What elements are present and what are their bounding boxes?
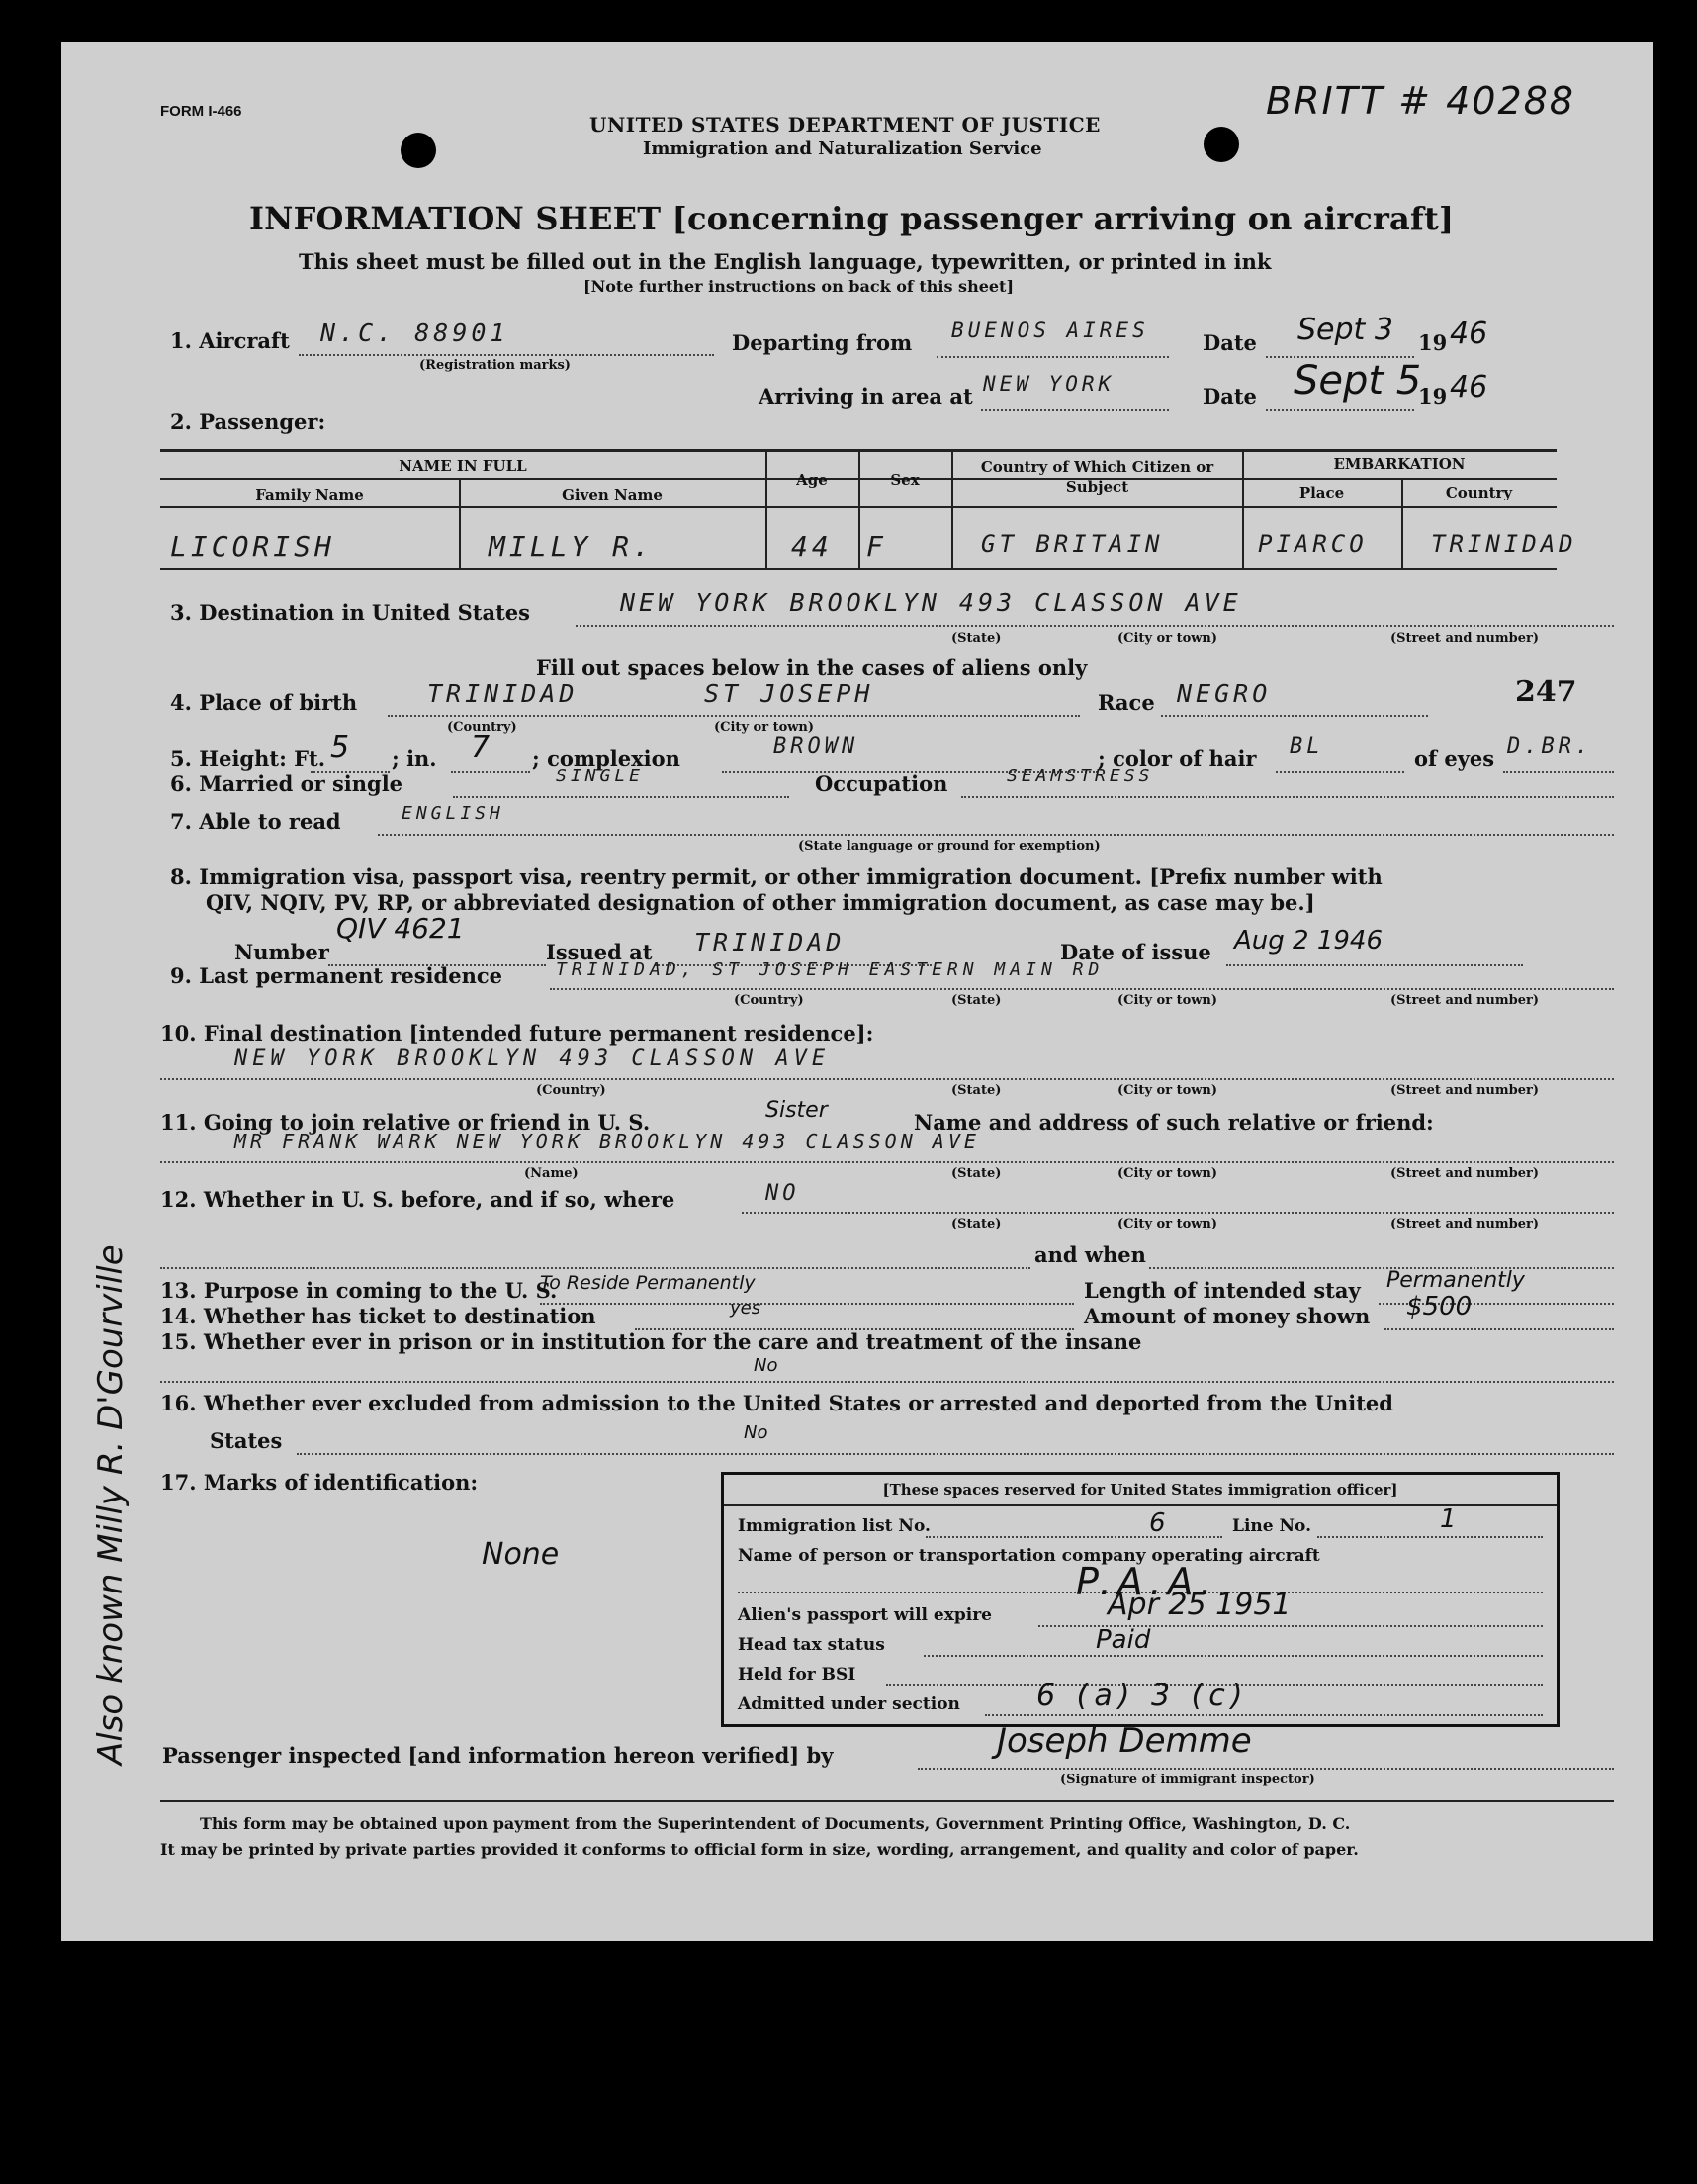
embarkation-header: EMBARKATION: [1333, 455, 1466, 473]
inches-value[interactable]: 7: [471, 730, 491, 765]
destination-line: [576, 625, 1614, 627]
caption-city: (City or town): [1117, 1166, 1218, 1181]
when-line-right: [1149, 1267, 1614, 1269]
feet-value[interactable]: 5: [330, 730, 350, 765]
caption-city: (City or town): [1117, 631, 1218, 646]
destination-value[interactable]: NEW YORK BROOKLYN 493 CLASSON AVE: [620, 589, 1242, 617]
operator-label: Name of person or transportation company operating aircraft: [738, 1546, 1320, 1566]
final-destination-label: Final destination [intended future permanent residence]:: [203, 1021, 874, 1046]
birth-country-value[interactable]: TRINIDAD: [427, 680, 579, 708]
citizen-header: Country of Which Citizen or Subject: [980, 458, 1214, 496]
field-number: 12.: [160, 1187, 197, 1212]
punch-hole-left: [401, 133, 436, 168]
sex-header: Sex: [890, 471, 920, 489]
aliens-heading: Fill out spaces below in the cases of aliens only: [536, 655, 1088, 680]
occupation-label: Occupation: [815, 772, 948, 796]
caption-city: (City or town): [1117, 993, 1218, 1008]
depart-year-value[interactable]: 46: [1450, 317, 1488, 351]
excluded-label-2: States: [210, 1428, 283, 1453]
caption-city: (City or town): [1117, 1217, 1218, 1231]
when-label: and when: [1034, 1242, 1146, 1267]
officer-box: [721, 1472, 1560, 1727]
cell-sex[interactable]: F: [866, 530, 887, 563]
inches-line: [451, 771, 530, 773]
caption-state: (State): [951, 993, 1002, 1008]
line-no-value[interactable]: 1: [1440, 1504, 1457, 1534]
head-tax-line: [924, 1655, 1543, 1657]
complexion-value[interactable]: BROWN: [773, 734, 859, 759]
side-note: Also known Milly R. D'Gourville: [91, 1244, 131, 1765]
field-number: 9.: [170, 963, 192, 988]
signature-caption: (Signature of immigrant inspector): [1060, 1773, 1315, 1787]
caption-country: (Country): [447, 720, 517, 735]
document-text-1: Immigration visa, passport visa, reentry permit, or other immigration document. [Prefix number with: [199, 864, 1383, 889]
arriving-value[interactable]: NEW YORK: [983, 372, 1116, 396]
agency-heading: Immigration and Naturalization Service: [643, 138, 1042, 159]
caption-street: (Street and number): [1390, 993, 1539, 1008]
form-sheet: [61, 42, 1653, 1941]
marital-line: [453, 796, 789, 798]
field-number: 5.: [170, 746, 192, 771]
marks-value[interactable]: None: [482, 1537, 560, 1572]
residence-value[interactable]: TRINIDAD, ST JOSEPH EASTERN MAIN RD: [556, 959, 1105, 980]
passport-expire-value[interactable]: Apr 25 1951: [1108, 1588, 1292, 1622]
form-instruction: This sheet must be filled out in the English language, typewritten, or printed in ink: [299, 249, 1272, 274]
list-no-value[interactable]: 6: [1149, 1508, 1166, 1538]
line-no-line: [1317, 1536, 1543, 1538]
inspected-label: Passenger inspected [and information hereon verified] by: [162, 1743, 834, 1768]
residence-label: Last permanent residence: [199, 963, 502, 988]
col-divider: [858, 449, 860, 568]
before-line: [742, 1212, 1614, 1214]
field-number: 10.: [160, 1021, 197, 1046]
issued-at-label: Issued at: [546, 940, 653, 964]
table-bottom: [160, 568, 1557, 570]
caption-street: (Street and number): [1390, 1166, 1539, 1181]
file-annotation: BRITT # 40288: [1266, 79, 1575, 123]
ticket-value[interactable]: yes: [730, 1298, 761, 1319]
footer-line-1: This form may be obtained upon payment from the Superintendent of Documents, Government Printing Office, Washington, D. C.: [200, 1814, 1351, 1833]
field-number: 11.: [160, 1110, 197, 1135]
eyes-value[interactable]: D.BR.: [1507, 734, 1593, 759]
before-label: Whether in U. S. before, and if so, where: [203, 1187, 675, 1212]
inspector-line: [918, 1768, 1614, 1770]
cell-embark-country[interactable]: TRINIDAD: [1431, 530, 1577, 558]
eyes-line: [1503, 771, 1614, 773]
relative-line: [160, 1161, 1614, 1163]
col-divider: [951, 449, 953, 568]
date-label-2: Date: [1203, 384, 1257, 409]
head-tax-label: Head tax status: [738, 1635, 885, 1655]
money-value[interactable]: $500: [1406, 1292, 1473, 1321]
purpose-value[interactable]: To Reside Permanently: [540, 1272, 756, 1294]
field-number: 8.: [170, 864, 192, 889]
purpose-line: [540, 1303, 1074, 1305]
field-number: 7.: [170, 809, 192, 834]
birth-city-value[interactable]: ST JOSEPH: [704, 680, 874, 708]
caption-state: (State): [951, 1166, 1002, 1181]
admitted-value[interactable]: 6 (a) 3 (c): [1036, 1679, 1249, 1713]
read-caption: (State language or ground for exemption): [798, 839, 1101, 854]
money-line: [1384, 1328, 1614, 1330]
field-number: 17.: [160, 1470, 197, 1495]
passenger-label: Passenger:: [199, 410, 326, 434]
eyes-label: of eyes: [1414, 746, 1495, 771]
footer-divider: [160, 1800, 1614, 1802]
inspector-signature: Joseph Demme: [997, 1721, 1252, 1761]
field-number: 14.: [160, 1304, 197, 1328]
age-header: Age: [796, 471, 828, 489]
field-number: 4.: [170, 690, 192, 715]
form-title: INFORMATION SHEET [concerning passenger arriving on aircraft]: [249, 200, 1455, 237]
complexion-label: ; complexion: [532, 746, 680, 771]
read-value[interactable]: ENGLISH: [402, 803, 504, 824]
doc-number-label: Number: [234, 940, 329, 964]
cell-citizen[interactable]: GT BRITAIN: [981, 530, 1164, 558]
caption-state: (State): [951, 631, 1002, 646]
officer-box-heading: [These spaces reserved for United States immigration officer]: [882, 1481, 1398, 1499]
depart-date-value[interactable]: Sept 3: [1297, 313, 1393, 347]
issued-at-value[interactable]: TRINIDAD: [694, 928, 846, 956]
caption-name: (Name): [524, 1166, 579, 1181]
money-label: Amount of money shown: [1084, 1304, 1371, 1328]
departing-label: Departing from: [732, 330, 913, 355]
occupation-line: [961, 796, 1614, 798]
arrive-year-value[interactable]: 46: [1450, 370, 1488, 405]
caption-city: (City or town): [1117, 1083, 1218, 1098]
height-label: Height: Ft.: [199, 746, 326, 771]
when-line-left: [160, 1267, 1030, 1269]
aircraft-value[interactable]: N.C. 88901: [320, 318, 509, 347]
arriving-line: [981, 410, 1169, 411]
join-label: Going to join relative or friend in U. S.: [203, 1110, 651, 1135]
footer-line-2: It may be printed by private parties provided it conforms to official form in size, wording, arrangement, and quality and color of paper.: [160, 1840, 1359, 1859]
race-code: 247: [1515, 675, 1577, 709]
field-number: 16.: [160, 1391, 197, 1415]
arriving-label: Arriving in area at: [759, 384, 973, 409]
cell-family-name[interactable]: LICORISH: [170, 530, 335, 563]
field-number: 2.: [170, 410, 192, 434]
registration-caption: (Registration marks): [419, 358, 571, 373]
list-no-line: [926, 1536, 1222, 1538]
embark-country-header: Country: [1445, 484, 1513, 501]
field-number: 3.: [170, 600, 192, 625]
aircraft-label: Aircraft: [199, 328, 290, 353]
departing-value[interactable]: BUENOS AIRES: [951, 318, 1149, 342]
occupation-value[interactable]: SEAMSTRESS: [1007, 766, 1154, 786]
read-line: [378, 834, 1614, 836]
race-value[interactable]: NEGRO: [1177, 680, 1272, 708]
relative-name-label: Name and address of such relative or friend:: [914, 1110, 1434, 1135]
date-of-issue-line: [1226, 964, 1523, 966]
caption-state: (State): [951, 1083, 1002, 1098]
ticket-label: Whether has ticket to destination: [203, 1304, 596, 1328]
admitted-line: [985, 1714, 1543, 1716]
bsi-label: Held for BSI: [738, 1665, 856, 1684]
destination-label: Destination in United States: [199, 600, 530, 625]
caption-country: (Country): [536, 1083, 606, 1098]
field-number: 6.: [170, 772, 192, 796]
admitted-label: Admitted under section: [738, 1694, 960, 1714]
excluded-line: [297, 1453, 1614, 1455]
embark-place-header: Place: [1298, 484, 1345, 501]
arrive-date-line: [1266, 410, 1414, 411]
caption-city: (City or town): [714, 720, 815, 735]
arrive-date-value[interactable]: Sept 5: [1294, 358, 1422, 404]
race-line: [1161, 715, 1428, 717]
inches-label: ; in.: [392, 746, 437, 771]
field-number: 1.: [170, 328, 192, 353]
caption-street: (Street and number): [1390, 631, 1539, 646]
head-tax-value[interactable]: Paid: [1096, 1625, 1151, 1655]
line-no-label: Line No.: [1232, 1516, 1312, 1536]
prison-label: Whether ever in prison or in institution for the care and treatment of the insane: [203, 1329, 1142, 1354]
doc-number-value[interactable]: QIV 4621: [336, 912, 465, 945]
stay-label: Length of intended stay: [1084, 1278, 1361, 1303]
caption-country: (Country): [734, 993, 804, 1008]
cell-age[interactable]: 44: [791, 530, 833, 563]
marital-label: Married or single: [199, 772, 403, 796]
prison-line: [160, 1381, 1614, 1383]
field-number: 15.: [160, 1329, 197, 1354]
stay-value[interactable]: Permanently: [1386, 1268, 1525, 1293]
field-number: 13.: [160, 1278, 197, 1303]
given-name-header: Given Name: [562, 486, 663, 503]
departing-line: [937, 356, 1169, 358]
birthplace-label: Place of birth: [199, 690, 358, 715]
passport-expire-label: Alien's passport will expire: [738, 1605, 992, 1625]
prison-value[interactable]: No: [754, 1355, 778, 1376]
name-in-full-header: NAME IN FULL: [399, 457, 527, 475]
aircraft-line: [299, 354, 714, 356]
date-label: Date: [1203, 330, 1257, 355]
hair-label: ; color of hair: [1098, 746, 1257, 771]
marks-label: Marks of identification:: [203, 1470, 479, 1495]
read-label: Able to read: [199, 809, 341, 834]
cell-given-name[interactable]: MILLY R.: [489, 530, 654, 563]
form-note: [Note further instructions on back of this sheet]: [583, 277, 1015, 296]
residence-line: [550, 988, 1614, 990]
final-destination-line: [160, 1078, 1614, 1080]
list-no-label: Immigration list No.: [738, 1516, 931, 1536]
date-of-issue-label: Date of issue: [1060, 940, 1211, 964]
caption-street: (Street and number): [1390, 1083, 1539, 1098]
relation-value[interactable]: Sister: [765, 1098, 828, 1123]
form-number: FORM I-466: [160, 103, 242, 120]
birthplace-line: [388, 715, 1080, 717]
caption-state: (State): [951, 1217, 1002, 1231]
before-value[interactable]: NO: [765, 1181, 800, 1206]
hair-value[interactable]: BL: [1290, 734, 1324, 759]
race-label: Race: [1098, 690, 1155, 715]
department-heading: UNITED STATES DEPARTMENT OF JUSTICE: [589, 113, 1101, 136]
operator-value[interactable]: P.A.A.: [1076, 1560, 1218, 1603]
marital-value[interactable]: SINGLE: [556, 766, 645, 786]
date-of-issue-value[interactable]: Aug 2 1946: [1234, 926, 1384, 956]
hair-line: [1276, 771, 1404, 773]
purpose-label: Purpose in coming to the U. S.: [203, 1278, 558, 1303]
caption-street: (Street and number): [1390, 1217, 1539, 1231]
year-prefix-2: 19: [1418, 384, 1448, 409]
officer-box-divider: [724, 1504, 1557, 1506]
final-destination-value[interactable]: NEW YORK BROOKLYN 493 CLASSON AVE: [234, 1046, 831, 1071]
relative-value[interactable]: MR FRANK WARK NEW YORK BROOKLYN 493 CLASSON AVE: [234, 1130, 980, 1153]
family-name-header: Family Name: [255, 486, 364, 503]
punch-hole-right: [1204, 127, 1239, 162]
excluded-label-1: Whether ever excluded from admission to the United States or arrested and deported from the United: [203, 1391, 1393, 1415]
cell-embark-place[interactable]: PIARCO: [1258, 530, 1368, 558]
excluded-value[interactable]: No: [744, 1422, 768, 1443]
year-prefix: 19: [1418, 330, 1448, 355]
document-text-2: QIV, NQIV, PV, RP, or abbreviated designation of other immigration document, as case may be.]: [206, 890, 1315, 915]
col-divider: [765, 449, 767, 568]
